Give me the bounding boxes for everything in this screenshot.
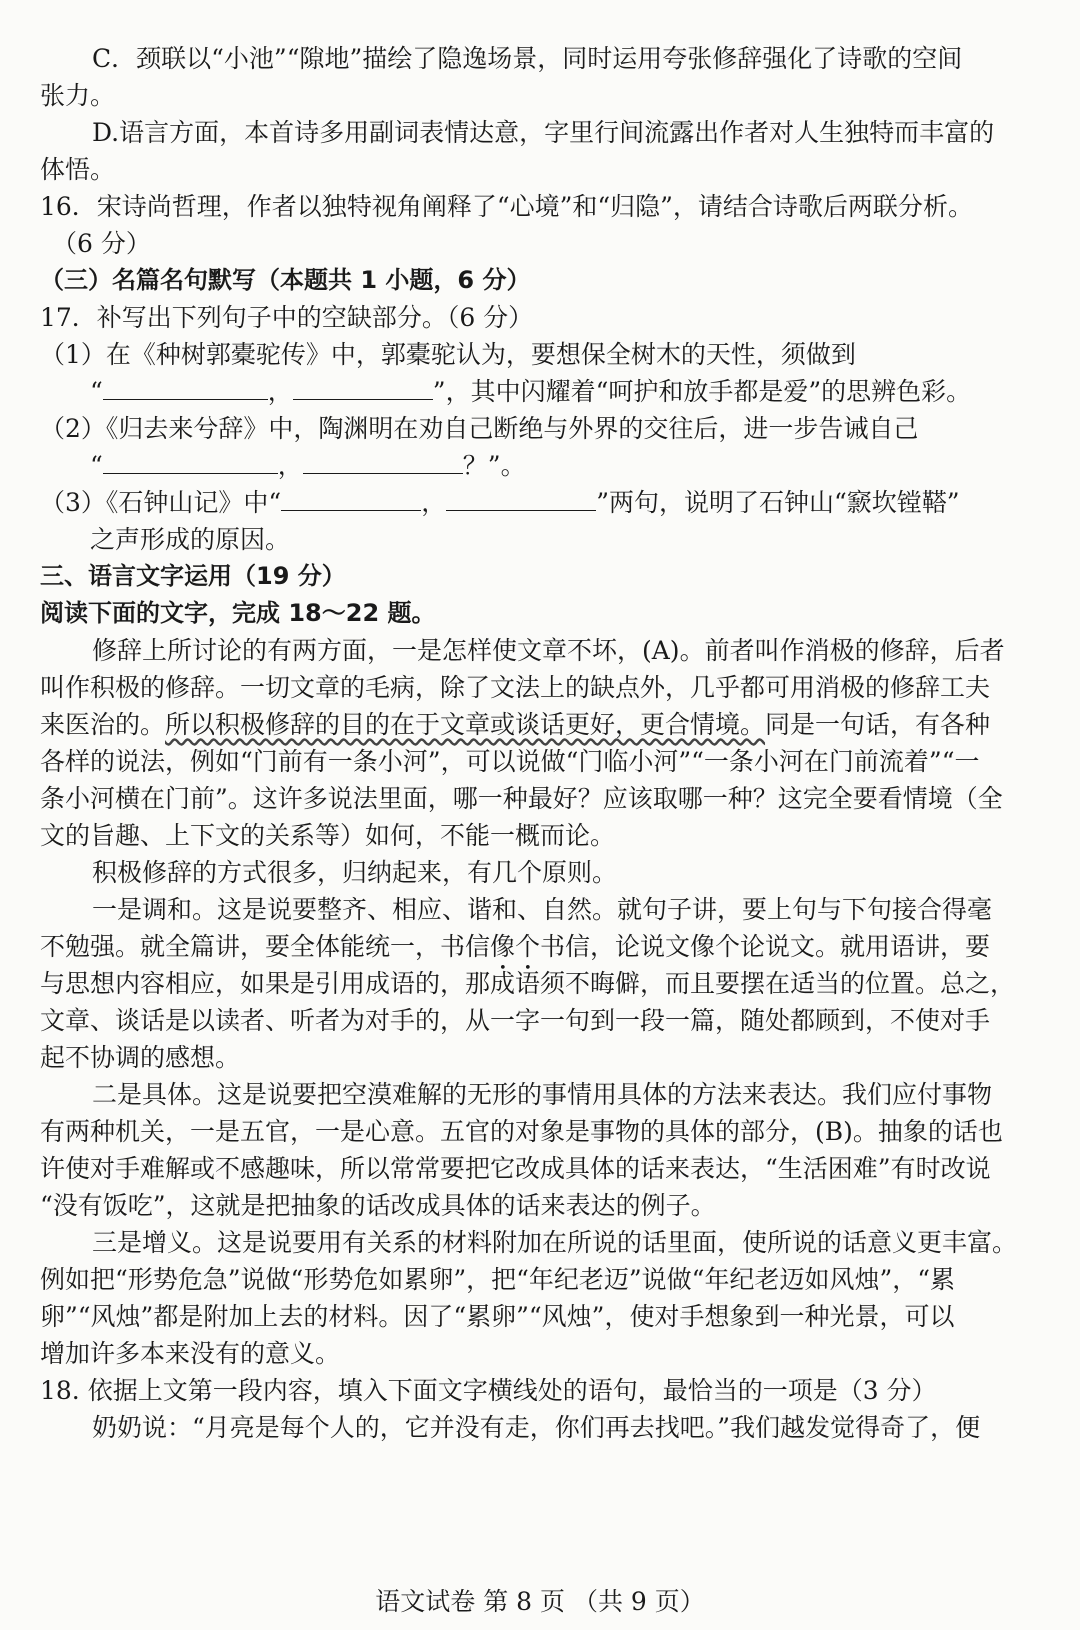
text-line: 条小河横在门前”。这许多说法里面，哪一种最好？应该取哪一种？这完全要看情境（全 (40, 784, 1003, 813)
text-line: 与思想内容相应，如果是引用成语的，那成语须不晦僻，而且要摆在适当的位置。总之， (40, 969, 1016, 998)
answer-blank[interactable] (281, 484, 421, 511)
text-line: 奶奶说：“月亮是每个人的，它并没有走，你们再去找吧。”我们越发觉得奇了，便 (92, 1413, 981, 1442)
text-line: 起不协调的感想。 (40, 1043, 241, 1072)
text-line: 文的旨趣、上下文的关系等）如何，不能一概而论。 (40, 821, 616, 850)
text-line: （6 分） (52, 229, 151, 258)
text-line: 来医治的。所以积极修辞的目的在于文章或谈话更好，更合情境。同是一句话，有各种 (40, 710, 991, 739)
fill-blank-line: （3）《石钟山记》中“ ， ”两句，说明了石钟山“窾坎镗鞳” (40, 484, 1040, 521)
text-line: D.语言方面，本首诗多用副词表情达意，字里行间流露出作者对人生独特而丰富的 (92, 118, 995, 147)
section-heading: （三）名篇名句默写（本题共 1 小题，6 分） (40, 266, 531, 294)
text-line: 各样的说法，例如“门前有一条小河”，可以说做“门临小河”“一条小河在门前流着”“一 (40, 747, 980, 776)
answer-blank[interactable] (303, 447, 463, 474)
fill-blank-line: “ ， ”，其中闪耀着“呵护和放手都是爱”的思辨色彩。 (40, 373, 1040, 410)
question-18: 18. 依据上文第一段内容，填入下面文字横线处的语句，最恰当的一项是（3 分） (40, 1376, 937, 1405)
text-line: 增加许多本来没有的意义。 (40, 1339, 341, 1368)
question-16: 16．宋诗尚哲理，作者以独特视角阐释了“心境”和“归隐”，请结合诗歌后两联分析。 (40, 192, 973, 221)
wavy-underlined-sentence: 所以积极修辞的目的在于文章或谈话更好，更合情境。 (165, 710, 766, 739)
answer-blank[interactable] (293, 373, 433, 400)
text-line: 三是增义。这是说要用有关系的材料附加在所说的话里面，使所说的话意义更丰富。 (92, 1228, 1018, 1257)
text-line: （1）在《种树郭橐驼传》中，郭橐驼认为，要想保全树木的天性，须做到 (40, 340, 856, 369)
fill-blank-line: “ ， ？”。 (40, 447, 1040, 484)
text-line: 体悟。 (40, 155, 116, 184)
text-line: 二是具体。这是说要把空漠难解的无形的事情用具体的方法来表达。我们应付事物 (92, 1080, 993, 1109)
text-line: 卵”“风烛”都是附加上去的材料。因了“累卵”“风烛”，使对手想象到一种光景，可以 (40, 1302, 955, 1331)
dotted-emphasis: 像个 (490, 932, 541, 961)
text-line: 张力。 (40, 81, 116, 110)
answer-blank[interactable] (103, 373, 268, 400)
text-line: 叫作积极的修辞。一切文章的毛病，除了文法上的缺点外，几乎都可用消极的修辞工夫 (40, 673, 991, 702)
text-line: 文章、谈话是以读者、听者为对手的，从一字一句到一段一篇，随处都顾到，不使对手 (40, 1006, 991, 1035)
text-line: 积极修辞的方式很多，归纳起来，有几个原则。 (92, 858, 618, 887)
answer-blank[interactable] (103, 447, 278, 474)
text-line: 不勉强。就全篇讲，要全体能统一，书信像个书信，论说文像个论说文。就用语讲，要 (40, 932, 991, 961)
text-line: “没有饭吃”，这就是把抽象的话改成具体的话来表达的例子。 (40, 1191, 716, 1220)
text-line: 一是调和。这是说要整齐、相应、谐和、自然。就句子讲，要上句与下句接合得毫 (92, 895, 993, 924)
text-line: 例如把“形势危急”说做“形势危如累卵”，把“年纪老迈”说做“年纪老迈如风烛”，“累 (40, 1265, 956, 1294)
text-line: C．颈联以“小池”“隙地”描绘了隐逸场景，同时运用夸张修辞强化了诗歌的空间 (92, 44, 963, 73)
text-line: 修辞上所讨论的有两方面，一是怎样使文章不坏，(A)。前者叫作消极的修辞，后者 (92, 636, 1005, 665)
text-line: 有两种机关，一是五官，一是心意。五官的对象是事物的具体的部分，(B)。抽象的话也 (40, 1117, 1003, 1146)
reading-instruction: 阅读下面的文字，完成 18～22 题。 (40, 599, 436, 627)
text-line: 之声形成的原因。 (90, 525, 291, 554)
page-footer: 语文试卷 第 8 页 （共 9 页） (375, 1587, 705, 1616)
section-heading: 三、语言文字运用（19 分） (40, 562, 346, 590)
answer-blank[interactable] (446, 484, 596, 511)
question-17: 17．补写出下列句子中的空缺部分。（6 分） (40, 303, 534, 332)
text-line: （2）《归去来兮辞》中，陶渊明在劝自己断绝与外界的交往后，进一步告诫自己 (40, 414, 919, 443)
exam-page (40, 40, 1040, 1446)
text-line: 许使对手难解或不感趣味，所以常常要把它改成具体的话来表达，“生活困难”有时改说 (40, 1154, 991, 1183)
